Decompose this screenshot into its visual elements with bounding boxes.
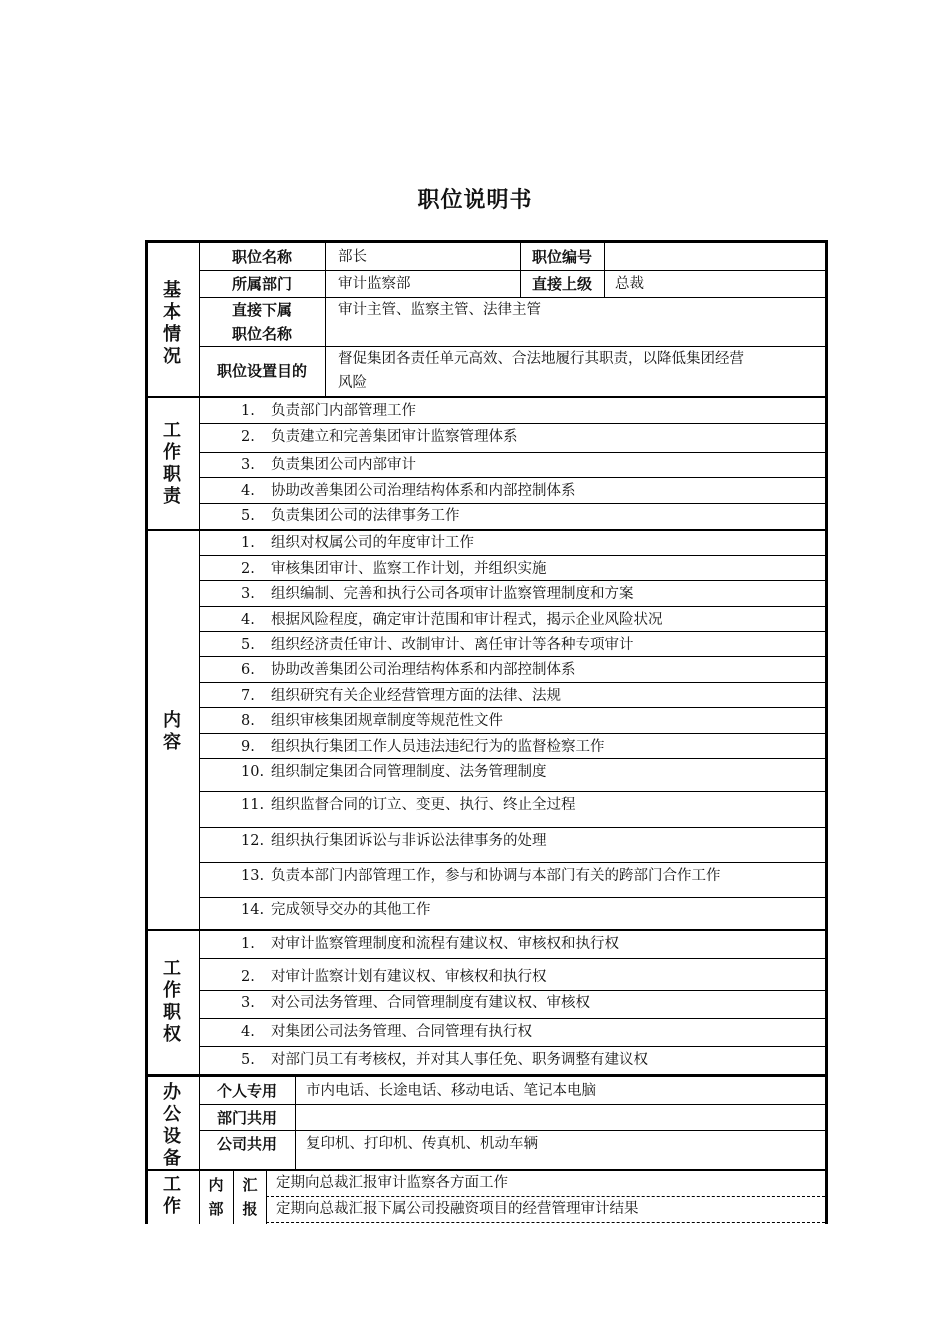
content-item-number: 11. xyxy=(241,797,265,813)
content-item-number: 1. xyxy=(241,535,255,551)
content-item-text: 组织研究有关企业经营管理方面的法律、法规 xyxy=(271,688,561,704)
content-item xyxy=(241,709,503,733)
content-item xyxy=(241,864,721,888)
content-item xyxy=(241,735,605,759)
duty-item xyxy=(241,453,416,477)
position-code-label: 职位编号 xyxy=(531,248,592,266)
content-item xyxy=(241,658,576,682)
report-label: 汇报 xyxy=(242,1176,258,1218)
content-item-number: 4. xyxy=(241,612,255,628)
page-title: 职位说明书 xyxy=(417,188,533,213)
content-item-text: 协助改善集团公司治理结构体系和内部控制体系 xyxy=(271,662,576,678)
relation-item: 定期向总裁汇报审计监察各方面工作 xyxy=(276,1175,508,1191)
content-item-number: 7. xyxy=(241,688,255,704)
content-item-number: 12. xyxy=(241,833,265,849)
content-item xyxy=(241,633,634,657)
content-item xyxy=(241,582,634,606)
content-item-text: 完成领导交办的其他工作 xyxy=(271,902,431,918)
duty-item-text: 协助改善集团公司治理结构体系和内部控制体系 xyxy=(271,483,576,499)
job-description-table xyxy=(145,240,828,1224)
duty-item xyxy=(241,479,576,503)
content-item-text: 负责本部门内部管理工作，参与和协调与本部门有关的跨部门合作工作 xyxy=(271,868,721,884)
purpose-label: 职位设置目的 xyxy=(216,362,307,380)
content-item-number: 9. xyxy=(241,739,255,755)
content-item-number: 3. xyxy=(241,586,255,602)
section-basic-label: 基本情况 xyxy=(163,280,181,367)
content-item-text: 组织编制、完善和执行公司各项审计监察管理制度和方案 xyxy=(271,586,634,602)
purpose-value-line1: 督促集团各责任单元高效、合法地履行其职责，以降低集团经营 xyxy=(338,351,744,367)
section-relations-label: 工作 xyxy=(163,1174,181,1217)
duty-item-text: 负责集团公司内部审计 xyxy=(271,457,416,473)
content-item-text: 组织制定集团合同管理制度、法务管理制度 xyxy=(271,764,547,780)
section-equipment-label: 办公设备 xyxy=(163,1082,181,1169)
authority-item-text: 对审计监察管理制度和流程有建议权、审核权和执行权 xyxy=(271,936,619,952)
authority-item-text: 对审计监察计划有建议权、审核权和执行权 xyxy=(271,969,547,985)
duty-item xyxy=(241,504,460,528)
authority-item xyxy=(241,1020,532,1044)
content-item-text: 组织对权属公司的年度审计工作 xyxy=(271,535,474,551)
duty-item-number: 4. xyxy=(241,483,255,499)
authority-item-number: 5. xyxy=(241,1052,255,1068)
duty-item xyxy=(241,425,518,449)
personal-equipment-label: 个人专用 xyxy=(216,1082,277,1100)
content-item xyxy=(241,684,561,708)
content-item-text: 组织监督合同的订立、变更、执行、终止全过程 xyxy=(271,797,576,813)
content-item xyxy=(241,793,576,817)
authority-item-text: 对集团公司法务管理、合同管理有执行权 xyxy=(271,1024,532,1040)
content-item-text: 根据风险程度，确定审计范围和审计程式，揭示企业风险状况 xyxy=(271,612,663,628)
position-name-value: 部长 xyxy=(338,249,367,265)
content-item-text: 组织执行集团诉讼与非诉讼法律事务的处理 xyxy=(271,833,547,849)
subordinates-label-line1: 直接下属 xyxy=(231,301,292,319)
company-equipment-value: 复印机、打印机、传真机、机动车辆 xyxy=(306,1136,538,1152)
content-item xyxy=(241,557,547,581)
content-item-number: 10. xyxy=(241,764,265,780)
duty-item-number: 5. xyxy=(241,508,255,524)
personal-equipment-value: 市内电话、长途电话、移动电话、笔记本电脑 xyxy=(306,1083,596,1099)
duty-item-text: 负责集团公司的法律事务工作 xyxy=(271,508,460,524)
authority-item-text: 对部门员工有考核权，并对其人事任免、职务调整有建议权 xyxy=(271,1052,648,1068)
authority-item-number: 3. xyxy=(241,995,255,1011)
duty-item-text: 负责部门内部管理工作 xyxy=(271,403,416,419)
authority-item-text: 对公司法务管理、合同管理制度有建议权、审核权 xyxy=(271,995,590,1011)
relation-item: 定期向总裁汇报下属公司投融资项目的经营管理审计结果 xyxy=(276,1201,639,1217)
content-item xyxy=(241,608,663,632)
content-item-number: 13. xyxy=(241,868,265,884)
internal-label: 内部 xyxy=(208,1176,224,1218)
position-name-label: 职位名称 xyxy=(231,248,292,266)
content-item-number: 6. xyxy=(241,662,255,678)
content-item-number: 8. xyxy=(241,713,255,729)
content-item xyxy=(241,760,547,784)
subordinates-value: 审计主管、监察主管、法律主管 xyxy=(338,302,541,318)
department-value: 审计监察部 xyxy=(338,276,411,292)
authority-item-number: 2. xyxy=(241,969,255,985)
authority-item xyxy=(241,965,547,989)
content-item-text: 组织经济责任审计、改制审计、离任审计等各种专项审计 xyxy=(271,637,634,653)
duty-item-number: 1. xyxy=(241,403,255,419)
authority-item xyxy=(241,1048,648,1072)
content-item-number: 14. xyxy=(241,902,265,918)
content-item xyxy=(241,829,547,853)
authority-item xyxy=(241,932,619,956)
authority-item-number: 4. xyxy=(241,1024,255,1040)
content-item-text: 组织执行集团工作人员违法违纪行为的监督检察工作 xyxy=(271,739,605,755)
duty-item xyxy=(241,399,416,423)
content-item-text: 组织审核集团规章制度等规范性文件 xyxy=(271,713,503,729)
superior-value: 总裁 xyxy=(615,276,644,292)
content-item xyxy=(241,531,474,555)
department-label: 所属部门 xyxy=(231,275,292,293)
content-item-number: 2. xyxy=(241,561,255,577)
duty-item-number: 3. xyxy=(241,457,255,473)
section-content-label: 内容 xyxy=(163,710,181,753)
content-item-number: 5. xyxy=(241,637,255,653)
authority-item-number: 1. xyxy=(241,936,255,952)
authority-item xyxy=(241,991,590,1015)
content-item xyxy=(241,898,431,922)
section-duties-label: 工作职责 xyxy=(163,420,181,507)
duty-item-number: 2. xyxy=(241,429,255,445)
section-authority-label: 工作职权 xyxy=(163,958,181,1045)
duty-item-text: 负责建立和完善集团审计监察管理体系 xyxy=(271,429,518,445)
superior-label: 直接上级 xyxy=(531,275,592,293)
content-item-text: 审核集团审计、监察工作计划，并组织实施 xyxy=(271,561,547,577)
purpose-value-line2: 风险 xyxy=(338,375,367,391)
subordinates-label-line2: 职位名称 xyxy=(231,325,292,343)
company-equipment-label: 公司共用 xyxy=(216,1135,277,1153)
dept-equipment-label: 部门共用 xyxy=(216,1109,277,1127)
